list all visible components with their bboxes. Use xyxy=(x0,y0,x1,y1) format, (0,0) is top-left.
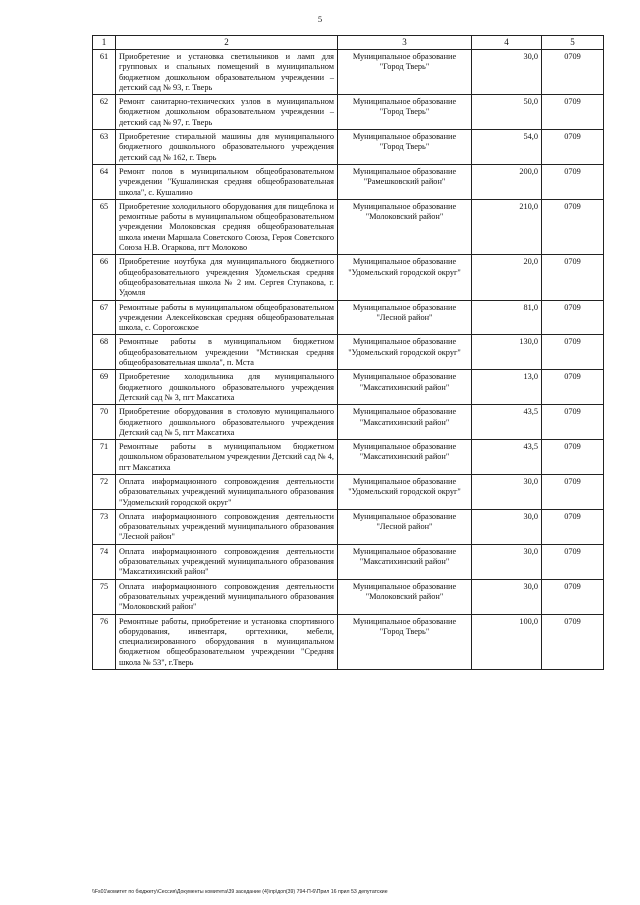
row-number-cell: 72 xyxy=(93,474,116,509)
description-cell: Оплата информационного сопровождения деятельности образовательных учреждений муниципального образования "Молоковский район" xyxy=(116,579,338,614)
table-row xyxy=(93,300,604,335)
description-cell: Приобретение оборудования в столовую муниципального бюджетного дошкольного образовательного учреждения Детский сад № 5, пгт Максатиха xyxy=(116,405,338,440)
amount-cell: 30,0 xyxy=(472,509,542,544)
row-number-cell: 68 xyxy=(93,335,116,370)
municipality-cell: Муниципальное образование "Молоковский район" xyxy=(338,199,472,254)
budget-code-cell: 0709 xyxy=(542,300,604,335)
column-header: 5 xyxy=(542,36,604,50)
row-number-cell: 62 xyxy=(93,95,116,130)
amount-cell: 43,5 xyxy=(472,440,542,475)
table-row xyxy=(93,474,604,509)
row-number-cell: 66 xyxy=(93,255,116,300)
description-cell: Ремонт полов в муниципальном общеобразовательном учреждении "Кушалинская средняя общеобразовательная школа", с. Кушалино xyxy=(116,164,338,199)
description-cell: Ремонт санитарно-технических узлов в муниципальном бюджетном дошкольном образовательном учреждении – детский сад № 97, г. Тверь xyxy=(116,95,338,130)
row-number-cell: 74 xyxy=(93,544,116,579)
row-number-cell: 61 xyxy=(93,50,116,95)
amount-cell: 130,0 xyxy=(472,335,542,370)
amount-cell: 20,0 xyxy=(472,255,542,300)
description-cell: Приобретение холодильника для муниципального бюджетного дошкольного образовательного учреждения Детский сад № 3, пгт Максатиха xyxy=(116,370,338,405)
budget-code-cell: 0709 xyxy=(542,335,604,370)
budget-code-cell: 0709 xyxy=(542,474,604,509)
municipality-cell: Муниципальное образование "Рамешковский район" xyxy=(338,164,472,199)
budget-code-cell: 0709 xyxy=(542,405,604,440)
row-number-cell: 76 xyxy=(93,614,116,669)
table-row xyxy=(93,130,604,165)
table-row xyxy=(93,579,604,614)
description-cell: Оплата информационного сопровождения деятельности образовательных учреждений муниципального образования "Максатихинский район" xyxy=(116,544,338,579)
amount-cell: 200,0 xyxy=(472,164,542,199)
table-row xyxy=(93,370,604,405)
amount-cell: 30,0 xyxy=(472,50,542,95)
row-number-cell: 73 xyxy=(93,509,116,544)
table-row xyxy=(93,50,604,95)
row-number-cell: 71 xyxy=(93,440,116,475)
amount-cell: 100,0 xyxy=(472,614,542,669)
budget-code-cell: 0709 xyxy=(542,50,604,95)
row-number-cell: 69 xyxy=(93,370,116,405)
budget-code-cell: 0709 xyxy=(542,440,604,475)
description-cell: Ремонтные работы в муниципальном бюджетном дошкольном образовательном учреждении Детский сад № 4, пгт Максатиха xyxy=(116,440,338,475)
amount-cell: 54,0 xyxy=(472,130,542,165)
row-number-cell: 67 xyxy=(93,300,116,335)
description-cell: Ремонтные работы, приобретение и установка спортивного оборудования, инвентаря, оргтехники, мебели, специализированного оборудования в муниципальном бюджетном общеобразовательном учреждении "Средняя школа № 53", г.Тверь xyxy=(116,614,338,669)
amount-cell: 30,0 xyxy=(472,579,542,614)
municipality-cell: Муниципальное образование "Лесной район" xyxy=(338,509,472,544)
budget-code-cell: 0709 xyxy=(542,544,604,579)
amount-cell: 210,0 xyxy=(472,199,542,254)
row-number-cell: 65 xyxy=(93,199,116,254)
amount-cell: 30,0 xyxy=(472,544,542,579)
table-row xyxy=(93,405,604,440)
table-row xyxy=(93,95,604,130)
budget-code-cell: 0709 xyxy=(542,255,604,300)
budget-code-cell: 0709 xyxy=(542,199,604,254)
budget-code-cell: 0709 xyxy=(542,370,604,405)
table-row xyxy=(93,544,604,579)
municipality-cell: Муниципальное образование "Город Тверь" xyxy=(338,50,472,95)
municipality-cell: Муниципальное образование "Максатихинский район" xyxy=(338,370,472,405)
municipality-cell: Муниципальное образование "Город Тверь" xyxy=(338,130,472,165)
amount-cell: 43,5 xyxy=(472,405,542,440)
description-cell: Ремонтные работы в муниципальном общеобразовательном учреждении Алексейковская средняя общеобразовательная школа, с. Сорогожское xyxy=(116,300,338,335)
municipality-cell: Муниципальное образование "Молоковский район" xyxy=(338,579,472,614)
municipality-cell: Муниципальное образование "Максатихинский район" xyxy=(338,440,472,475)
column-header: 4 xyxy=(472,36,542,50)
table-row xyxy=(93,440,604,475)
row-number-cell: 64 xyxy=(93,164,116,199)
municipality-cell: Муниципальное образование "Удомельский городской округ" xyxy=(338,255,472,300)
allocation-table xyxy=(92,35,604,670)
municipality-cell: Муниципальное образование "Максатихинский район" xyxy=(338,544,472,579)
table-row xyxy=(93,509,604,544)
budget-code-cell: 0709 xyxy=(542,509,604,544)
description-cell: Приобретение стиральной машины для муниципального бюджетного дошкольного образовательного учреждения детский сад № 162, г. Тверь xyxy=(116,130,338,165)
table-row xyxy=(93,255,604,300)
footer-file-path: \\Fs01\комитет по бюджету\Сессия\Документы комитета\39 заседание (4)\пр\доп(39) 794-П-6\Прил 16 прил 53 депутатские xyxy=(92,889,388,895)
amount-cell: 50,0 xyxy=(472,95,542,130)
amount-cell: 81,0 xyxy=(472,300,542,335)
table-row xyxy=(93,614,604,669)
municipality-cell: Муниципальное образование "Город Тверь" xyxy=(338,95,472,130)
row-number-cell: 70 xyxy=(93,405,116,440)
table-header-row xyxy=(93,36,604,50)
description-cell: Приобретение холодильного оборудования для пищеблока и ремонтные работы в муниципальном общеобразовательном учреждении Молоковская средняя общеобразовательная школа имени Маршала Советского Союза, Героя Советского Союза Н.В. Огаркова, пгт Молоково xyxy=(116,199,338,254)
table-row xyxy=(93,335,604,370)
row-number-cell: 63 xyxy=(93,130,116,165)
municipality-cell: Муниципальное образование "Удомельский городской округ" xyxy=(338,335,472,370)
table-row xyxy=(93,164,604,199)
row-number-cell: 75 xyxy=(93,579,116,614)
amount-cell: 30,0 xyxy=(472,474,542,509)
column-header: 1 xyxy=(93,36,116,50)
description-cell: Оплата информационного сопровождения деятельности образовательных учреждений муниципального образования "Лесной район" xyxy=(116,509,338,544)
municipality-cell: Муниципальное образование "Удомельский городской округ" xyxy=(338,474,472,509)
amount-cell: 13,0 xyxy=(472,370,542,405)
budget-code-cell: 0709 xyxy=(542,130,604,165)
municipality-cell: Муниципальное образование "Максатихинский район" xyxy=(338,405,472,440)
municipality-cell: Муниципальное образование "Город Тверь" xyxy=(338,614,472,669)
municipality-cell: Муниципальное образование "Лесной район" xyxy=(338,300,472,335)
description-cell: Приобретение и установка светильников и ламп для групповых и спальных помещений в муниципальном бюджетном дошкольном образовательном учреждении – детский сад № 93, г. Тверь xyxy=(116,50,338,95)
column-header: 3 xyxy=(338,36,472,50)
budget-code-cell: 0709 xyxy=(542,614,604,669)
budget-code-cell: 0709 xyxy=(542,579,604,614)
budget-code-cell: 0709 xyxy=(542,164,604,199)
description-cell: Ремонтные работы в муниципальном бюджетном общеобразовательном учреждении "Мстинская средняя общеобразовательная школа", п. Мста xyxy=(116,335,338,370)
description-cell: Приобретение ноутбука для муниципального бюджетного общеобразовательного учреждения Удомельская средняя общеобразовательная школа № 2 им. Сергея Ступакова, г. Удомля xyxy=(116,255,338,300)
page-number: 5 xyxy=(317,14,323,24)
budget-code-cell: 0709 xyxy=(542,95,604,130)
column-header: 2 xyxy=(116,36,338,50)
table-row xyxy=(93,199,604,254)
description-cell: Оплата информационного сопровождения деятельности образовательных учреждений муниципального образования "Удомельский городской округ" xyxy=(116,474,338,509)
